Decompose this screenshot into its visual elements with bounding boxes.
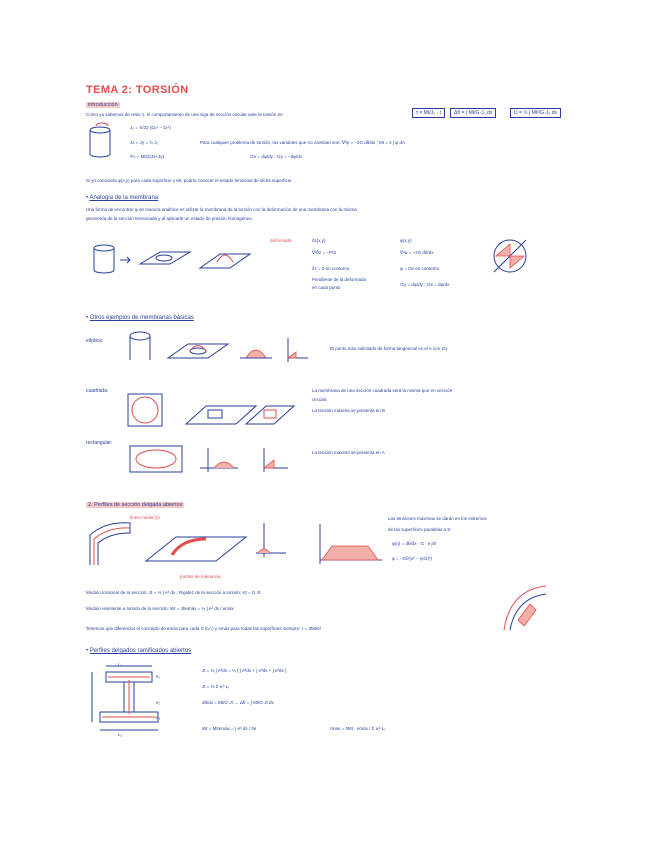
section3-eq-tmax: τmax = 3Mt · emáx / Σ eᵢ³ Lᵢ — [330, 726, 385, 731]
label-linea-media: línea media (s) — [130, 515, 160, 520]
analogy-right-1: φ(x,y) — [400, 238, 412, 243]
i-beam-diagram — [86, 662, 176, 742]
membrane-diagrams — [90, 240, 270, 280]
label-e2: e₂ — [156, 700, 161, 705]
intro-line-1: Como ya sabemos de resis 1, el comportamiento de una viga de sección circular ante la torsión es: — [86, 112, 284, 117]
analogy-left-1: δz(x,y) — [312, 238, 326, 243]
formula-j0: J₀ = π/32 (Dₑ⁴ − Dᵢ⁴) — [130, 125, 171, 130]
section-heading-analogy: • Analogía de la membrana — [86, 195, 159, 201]
section-heading-intro: introducción — [88, 102, 118, 108]
analogy-line-1: Una forma de encontrar φ de manera analítica es utilizar la membrana de la torsión con la deformación de una membrana con la misma — [86, 207, 357, 212]
formula-box-energy: U = ½ ∫ Mt²/G·J₀ dx — [510, 108, 561, 118]
analogy-left-3: δz = 0 en contorno — [312, 266, 350, 271]
formula-psi: Ψ₀ = Mt/2(Jx+Jy) — [130, 154, 165, 159]
thin-section-diagrams — [86, 515, 306, 575]
section-heading-2: 2. Perfiles de sección delgada abiertos — [88, 502, 183, 508]
section2-eq-2: φ = −Gθ'(x² − (e/2)²) — [392, 556, 433, 561]
square-diagrams — [126, 392, 296, 432]
section3-eq-jt2: Jt = ⅓ Σ eᵢ³ Lᵢ — [202, 684, 229, 689]
analogy-left-4: Pendiente de la deformada en cada punto — [312, 277, 367, 290]
section3-eq-jt: Jt = ⅓ ∫ e³ds = ⅓ ( ∫ e³ds + ∫ e³ds + ∫ e³ds ) — [202, 668, 287, 673]
section2-tenemos: Tenemos que diferenciar el concepto de emáx para cada S (tₛ/ₛ) y emáx para todas las superficies siempre: τ = 3Mt/e³ — [86, 626, 322, 631]
cuadrada-text-3: La tensión máxima se presenta en B — [312, 408, 386, 413]
label-eliptica: elíptica: — [86, 338, 104, 344]
section2-text-1: Las tensiones máximas se darán en los extremos — [388, 516, 487, 521]
cuadrada-text-2: circular. — [312, 397, 328, 402]
section3-eq-wt: Wt = Mt/emáx = ∫ e³ ds / 3e — [202, 726, 257, 731]
formula-box-dtheta: Δθ = ∫ Mt/G·J₀ dx — [450, 108, 496, 118]
label-L2: L₂ — [118, 732, 123, 737]
formula-tau-zx: τzx = dφ/dy ; τzy = −dφ/dx — [250, 154, 303, 159]
cuadrada-text-1: La membrana de una sección cuadrada será la misma que en sección — [312, 388, 453, 393]
label-puntos: puntos de tolerancia — [180, 574, 221, 579]
rect-diagrams — [128, 444, 298, 476]
section2-modulo: Módulo torsional de la sección: Jt = ⅓ ∫ e³ ds ; Rigidez de la sección a torsión: Kt = G·Jt — [86, 590, 261, 595]
label-e3: e₃ — [156, 715, 161, 720]
formula-jx: Jx = Jy = ½ J₀ — [130, 140, 159, 145]
trapezoid-plot — [316, 520, 386, 570]
section-heading-examples: • Otros ejemplos de membranas básicas — [86, 315, 194, 321]
section2-text-2: de las superficies paralelas a S: — [388, 527, 452, 532]
analogy-right-3: φ = cte en contorno — [400, 266, 440, 271]
formula-box-tau: τ = Mt/J₀ · r — [412, 108, 445, 118]
label-e1: e₁ — [156, 674, 161, 679]
eliptica-text: El punto más solicitado de forma tangencial es el A con τzy — [330, 346, 448, 351]
section3-eq-dtheta: dθ/dx = Mt/G·Jt → Δθ = ∫ Mt/G·Jt dx — [202, 700, 274, 705]
curved-section-diagram — [500, 580, 550, 636]
page-title: TEMA 2: TORSIÓN — [86, 84, 189, 96]
analogy-right-2: ∇²φ = −2G dθ/dx — [400, 250, 434, 255]
stress-circle-diagram — [490, 236, 530, 276]
cylinder-diagram — [86, 122, 116, 162]
analogy-left-2: ∇²δz = −P/S — [312, 250, 337, 255]
intro-line-2: Si yo conociera φ(x,y) para cada superficie y Mt, podría conocer el estado tensional de dicha superficie. — [86, 178, 293, 183]
section-heading-3: • Perfiles delgados ramificados abiertos — [86, 648, 192, 654]
cross-text: Para cualquier problema de torsión, las variables que no cambian son: ∇²φ = −2G dθ/dx ; Mt = 2 ∫ φ dA — [200, 140, 406, 145]
analogy-line-2: geometría de la sección tensionada y al aplicarle un estado de presión homogéneo. — [86, 216, 253, 221]
elliptic-diagrams — [128, 330, 318, 370]
label-rectangular: rectangular: — [86, 440, 113, 446]
rect-text: La tensión máxima se presenta en A — [312, 450, 385, 455]
label-cuadrada: cuadrada: — [86, 388, 109, 394]
section2-resistente: Módulo resistente a torsión de la sección: Wt = Jt/emáx = ⅓ ∫ e³ ds / emáx — [86, 606, 234, 611]
analogy-right-4: τzy = dφ/dy ; τzx = dφ/dx — [400, 282, 450, 287]
deform-label: deformada — [270, 238, 292, 243]
section2-eq-1: φ(n) = dθ/dx · G · e₁/8 — [392, 541, 436, 546]
label-L1: L₁ — [118, 662, 123, 667]
